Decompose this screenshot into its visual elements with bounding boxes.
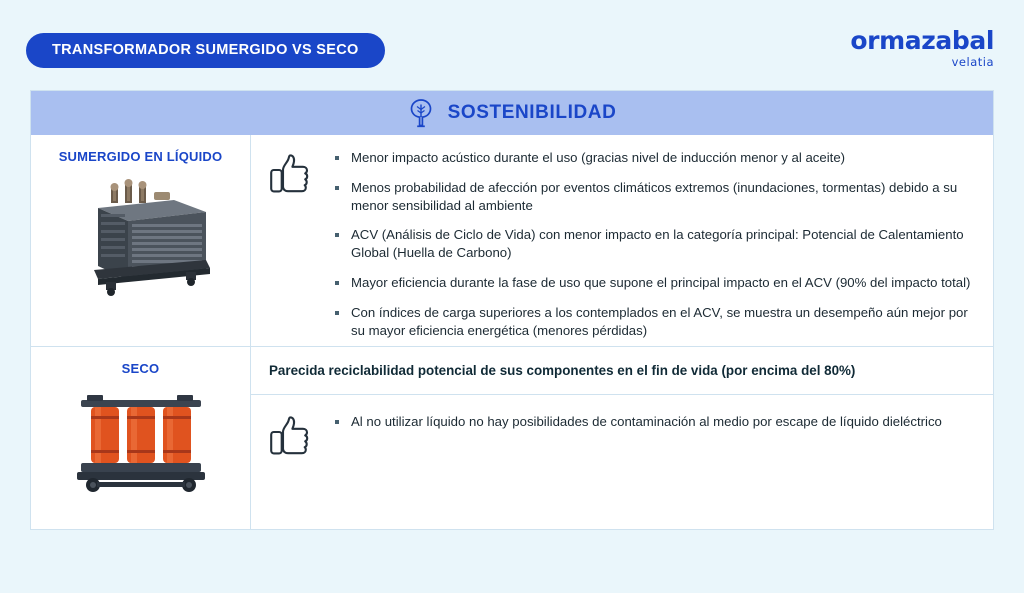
comparison-table xyxy=(30,90,994,530)
row-dry-content-cell xyxy=(251,395,993,529)
page-title: TRANSFORMADOR SUMERGIDO VS SECO xyxy=(26,33,385,68)
page-header xyxy=(0,0,1024,86)
row-liquid-label-cell xyxy=(31,135,250,347)
table-right-column xyxy=(251,135,993,529)
oil-immersed-transformer-photo xyxy=(54,174,228,306)
thumbs-up-icon xyxy=(269,444,313,461)
brand-name: ormazabal xyxy=(850,26,994,55)
list-item: Al no utilizar líquido no hay posibilidades de contaminación al medio por escape de líquido dieléctrico xyxy=(335,411,942,431)
table-left-column xyxy=(31,135,251,529)
list-item: Menor impacto acústico durante el uso (gracias nivel de inducción menor y al aceite) xyxy=(335,149,975,167)
list-item: Con índices de carga superiores a los contemplados en el ACV, se muestra un desempeño aún mejor por su mayor eficiencia energética (menores pérdidas) xyxy=(335,304,975,340)
list-item: Mayor eficiencia durante la fase de uso que supone el principal impacto en el ACV (90% del impacto total) xyxy=(335,274,975,292)
table-body xyxy=(31,135,993,529)
dry-type-transformer-photo xyxy=(51,386,231,506)
thumbs-up-icon-dry-wrap xyxy=(269,411,321,462)
shared-note-cell xyxy=(251,347,993,395)
section-title: SOSTENIBILIDAD xyxy=(447,102,617,123)
row-label-liquid: SUMERGIDO EN LÍQUIDO xyxy=(58,149,223,164)
tree-icon xyxy=(408,98,434,128)
row-liquid-content-cell xyxy=(251,135,993,347)
list-item: Menos probabilidad de afección por eventos climáticos extremos (inundaciones, tormentas) debido a su menor sensibilidad al ambiente xyxy=(335,179,975,215)
brand-subname: velatia xyxy=(951,55,994,69)
liquid-bullet-list xyxy=(335,149,975,338)
shared-note-text: Parecida reciclabilidad potencial de sus componentes en el fin de vida (por encima del 80%) xyxy=(269,363,856,378)
thumbs-up-icon xyxy=(269,182,313,199)
section-band xyxy=(31,91,993,135)
list-item: ACV (Análisis de Ciclo de Vida) con menor impacto en la categoría principal: Potencial de Calentamiento Global (Huella de Carbono) xyxy=(335,226,975,262)
row-label-dry: SECO xyxy=(121,361,160,376)
row-dry-label-cell xyxy=(31,347,250,529)
brand-logo xyxy=(850,28,994,69)
thumbs-up-icon-liquid-wrap xyxy=(269,149,321,334)
